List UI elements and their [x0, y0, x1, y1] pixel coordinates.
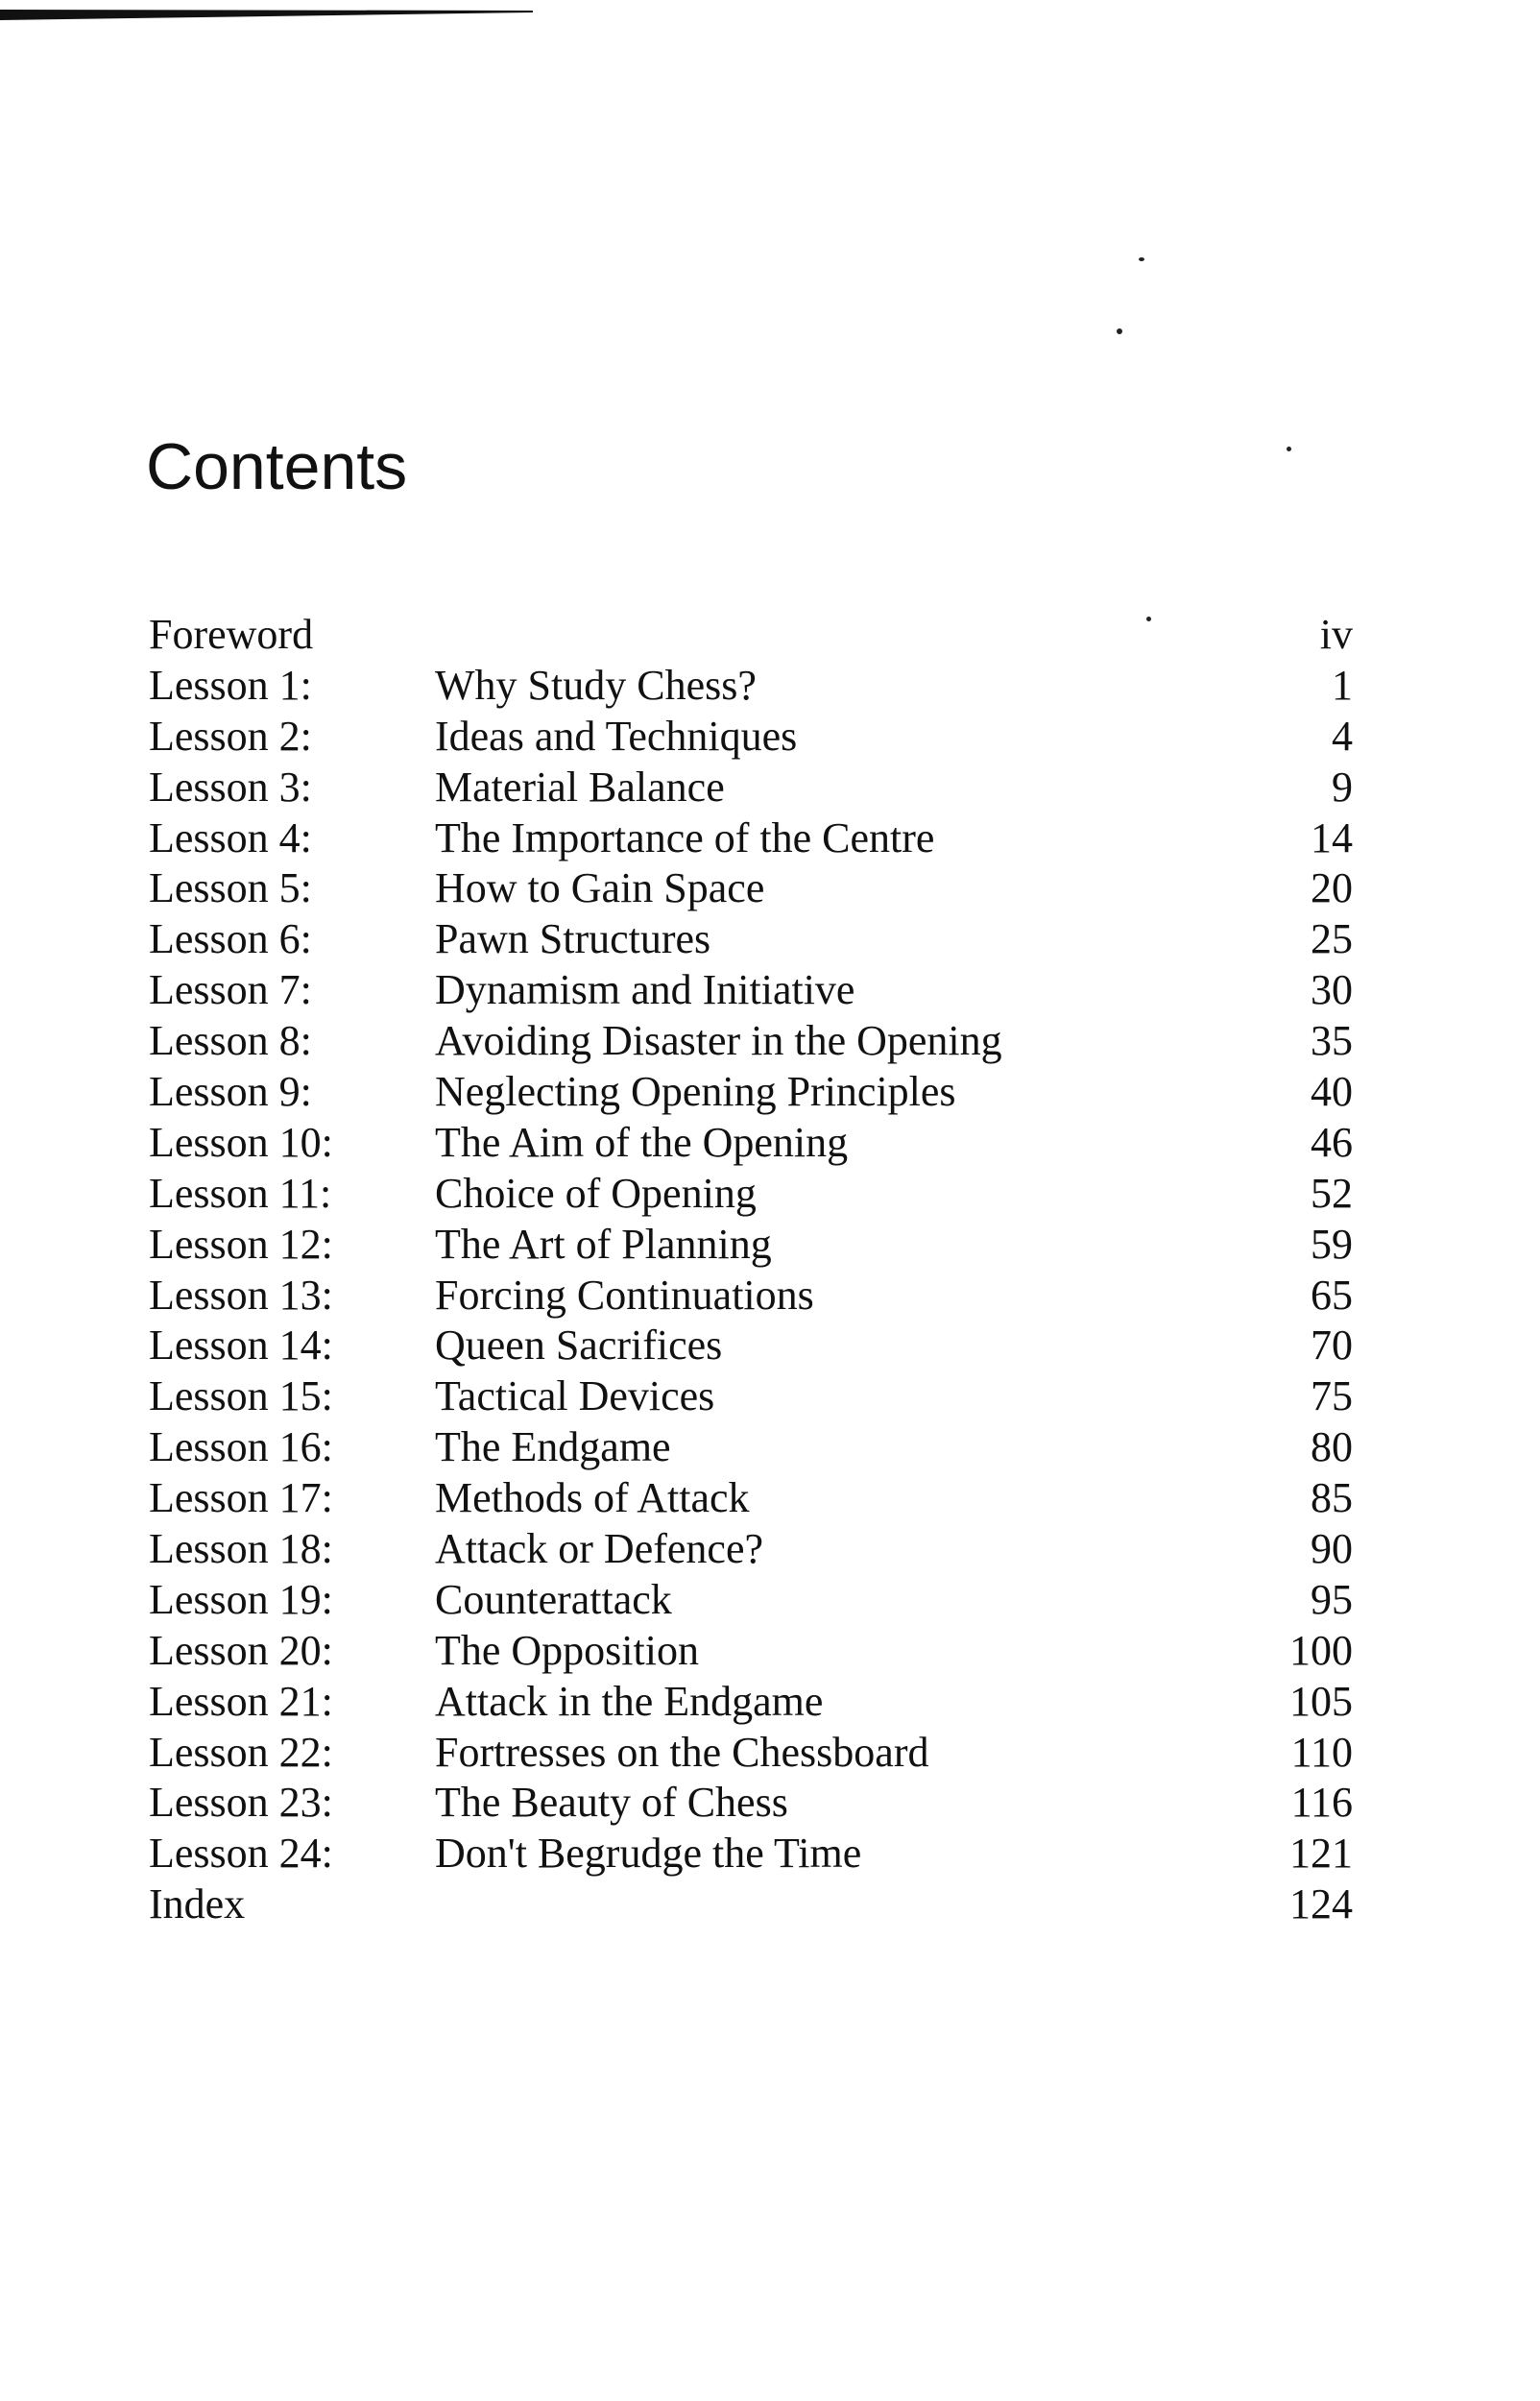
toc-entry	[146, 1473, 1353, 1524]
toc-entry-title: Counterattack	[435, 1575, 672, 1623]
toc-entry-page-number: 75	[1311, 1372, 1353, 1420]
toc-entry-title: Forcing Continuations	[435, 1271, 814, 1319]
toc-entry-label: Lesson 7:	[149, 966, 312, 1014]
toc-entry-label: Lesson 11:	[149, 1169, 332, 1217]
toc-entry-title: Pawn Structures	[435, 915, 711, 963]
toc-entry-title: Choice of Opening	[435, 1169, 757, 1217]
toc-entry	[146, 1880, 1353, 1930]
toc-entry	[146, 965, 1353, 1016]
toc-entry	[146, 1829, 1353, 1880]
toc-entry-label: Lesson 22:	[149, 1728, 333, 1776]
toc-entry-label: Lesson 3:	[149, 763, 312, 811]
toc-entry-title: How to Gain Space	[435, 864, 765, 912]
toc-entry-page-number: 14	[1311, 813, 1353, 861]
toc-entry-title: The Art of Planning	[435, 1220, 772, 1268]
toc-entry-label: Lesson 16:	[149, 1423, 333, 1471]
toc-entry	[146, 863, 1353, 914]
toc-entry-page-number: 121	[1289, 1830, 1353, 1878]
toc-entry	[146, 1422, 1353, 1473]
toc-entry-label: Lesson 13:	[149, 1271, 333, 1319]
toc-entry-page-number: 59	[1311, 1220, 1353, 1268]
toc-entry-page-number: 116	[1290, 1779, 1353, 1827]
toc-entry-label: Foreword	[149, 611, 314, 658]
toc-entry	[146, 1169, 1353, 1220]
toc-entry	[146, 610, 1353, 661]
toc-entry-page-number: 9	[1332, 763, 1353, 811]
toc-entry-label: Lesson 14:	[149, 1322, 333, 1370]
toc-entry-title: The Beauty of Chess	[435, 1779, 788, 1827]
toc-entry-page-number: 46	[1311, 1118, 1353, 1166]
toc-entry-title: Attack in the Endgame	[435, 1677, 824, 1725]
toc-entry	[146, 1524, 1353, 1575]
top-rule-decoration	[0, 8, 533, 21]
toc-entry-title: The Aim of the Opening	[435, 1118, 849, 1166]
toc-entry	[146, 1778, 1353, 1829]
toc-entry-page-number: 25	[1311, 915, 1353, 963]
toc-entry-page-number: 40	[1311, 1068, 1353, 1116]
toc-entry-page-number: 100	[1289, 1626, 1353, 1674]
toc-entry-label: Lesson 1:	[149, 661, 312, 709]
toc-entry-label: Lesson 21:	[149, 1677, 333, 1725]
toc-entry-title: The Endgame	[435, 1423, 671, 1471]
toc-entry	[146, 1271, 1353, 1322]
toc-entry-label: Lesson 20:	[149, 1626, 333, 1674]
toc-entry	[146, 1220, 1353, 1271]
toc-entry-page-number: iv	[1319, 611, 1353, 658]
toc-entry-title: Queen Sacrifices	[435, 1322, 723, 1370]
toc-entry-label: Index	[149, 1880, 246, 1928]
toc-entry-page-number: 52	[1311, 1169, 1353, 1217]
toc-entry	[146, 1575, 1353, 1626]
toc-entry-page-number: 80	[1311, 1423, 1353, 1471]
toc-entry-page-number: 110	[1290, 1728, 1353, 1776]
toc-entry-label: Lesson 5:	[149, 864, 312, 912]
toc-entry-page-number: 20	[1311, 864, 1353, 912]
toc-entry-title: Avoiding Disaster in the Opening	[435, 1017, 1002, 1065]
toc-entry-label: Lesson 24:	[149, 1830, 333, 1878]
toc-entry-title: Fortresses on the Chessboard	[435, 1728, 929, 1776]
toc-entry-label: Lesson 17:	[149, 1474, 333, 1522]
toc-entry-title: Tactical Devices	[435, 1372, 715, 1420]
toc-entry-page-number: 70	[1311, 1322, 1353, 1370]
toc-entry-page-number: 35	[1311, 1017, 1353, 1065]
toc-entry	[146, 914, 1353, 965]
toc-entry	[146, 1118, 1353, 1169]
scan-speck	[1287, 447, 1291, 451]
toc-entry-title: The Importance of the Centre	[435, 813, 935, 861]
toc-entry-label: Lesson 2:	[149, 712, 312, 760]
toc-entry-title: Ideas and Techniques	[435, 712, 798, 760]
toc-entry-page-number: 85	[1311, 1474, 1353, 1522]
toc-entry	[146, 661, 1353, 712]
toc-entry-page-number: 1	[1332, 661, 1353, 709]
toc-entry-title: Dynamism and Initiative	[435, 966, 855, 1014]
toc-entry-title: Don't Begrudge the Time	[435, 1830, 862, 1878]
toc-entry-title: Attack or Defence?	[435, 1525, 764, 1573]
toc-entry-label: Lesson 23:	[149, 1779, 333, 1827]
toc-entry-page-number: 95	[1311, 1575, 1353, 1623]
toc-entry-label: Lesson 8:	[149, 1017, 312, 1065]
table-of-contents	[146, 610, 1353, 1930]
toc-entry-label: Lesson 19:	[149, 1575, 333, 1623]
toc-entry-label: Lesson 9:	[149, 1068, 312, 1116]
scan-speck	[1117, 328, 1122, 334]
toc-entry	[146, 712, 1353, 763]
toc-entry	[146, 1371, 1353, 1422]
toc-entry-label: Lesson 15:	[149, 1372, 333, 1420]
toc-entry	[146, 1728, 1353, 1779]
toc-entry	[146, 1016, 1353, 1067]
toc-entry	[146, 1321, 1353, 1371]
toc-entry-title: Material Balance	[435, 763, 725, 811]
toc-entry-page-number: 105	[1289, 1677, 1353, 1725]
toc-entry-page-number: 30	[1311, 966, 1353, 1014]
toc-entry	[146, 763, 1353, 813]
toc-entry	[146, 813, 1353, 864]
toc-entry-title: The Opposition	[435, 1626, 699, 1674]
toc-entry-label: Lesson 12:	[149, 1220, 333, 1268]
toc-entry-label: Lesson 4:	[149, 813, 312, 861]
toc-entry-label: Lesson 18:	[149, 1525, 333, 1573]
toc-entry-label: Lesson 6:	[149, 915, 312, 963]
toc-entry-page-number: 124	[1289, 1880, 1353, 1928]
toc-entry-page-number: 65	[1311, 1271, 1353, 1319]
toc-entry-page-number: 90	[1311, 1525, 1353, 1573]
page-title: Contents	[146, 430, 408, 503]
toc-entry-title: Methods of Attack	[435, 1474, 750, 1522]
toc-entry-page-number: 4	[1332, 712, 1353, 760]
toc-entry	[146, 1067, 1353, 1118]
toc-entry	[146, 1677, 1353, 1728]
toc-entry-label: Lesson 10:	[149, 1118, 333, 1166]
toc-entry	[146, 1626, 1353, 1677]
toc-entry-title: Neglecting Opening Principles	[435, 1068, 956, 1116]
toc-entry-title: Why Study Chess?	[435, 661, 757, 709]
scan-speck	[1139, 257, 1144, 261]
